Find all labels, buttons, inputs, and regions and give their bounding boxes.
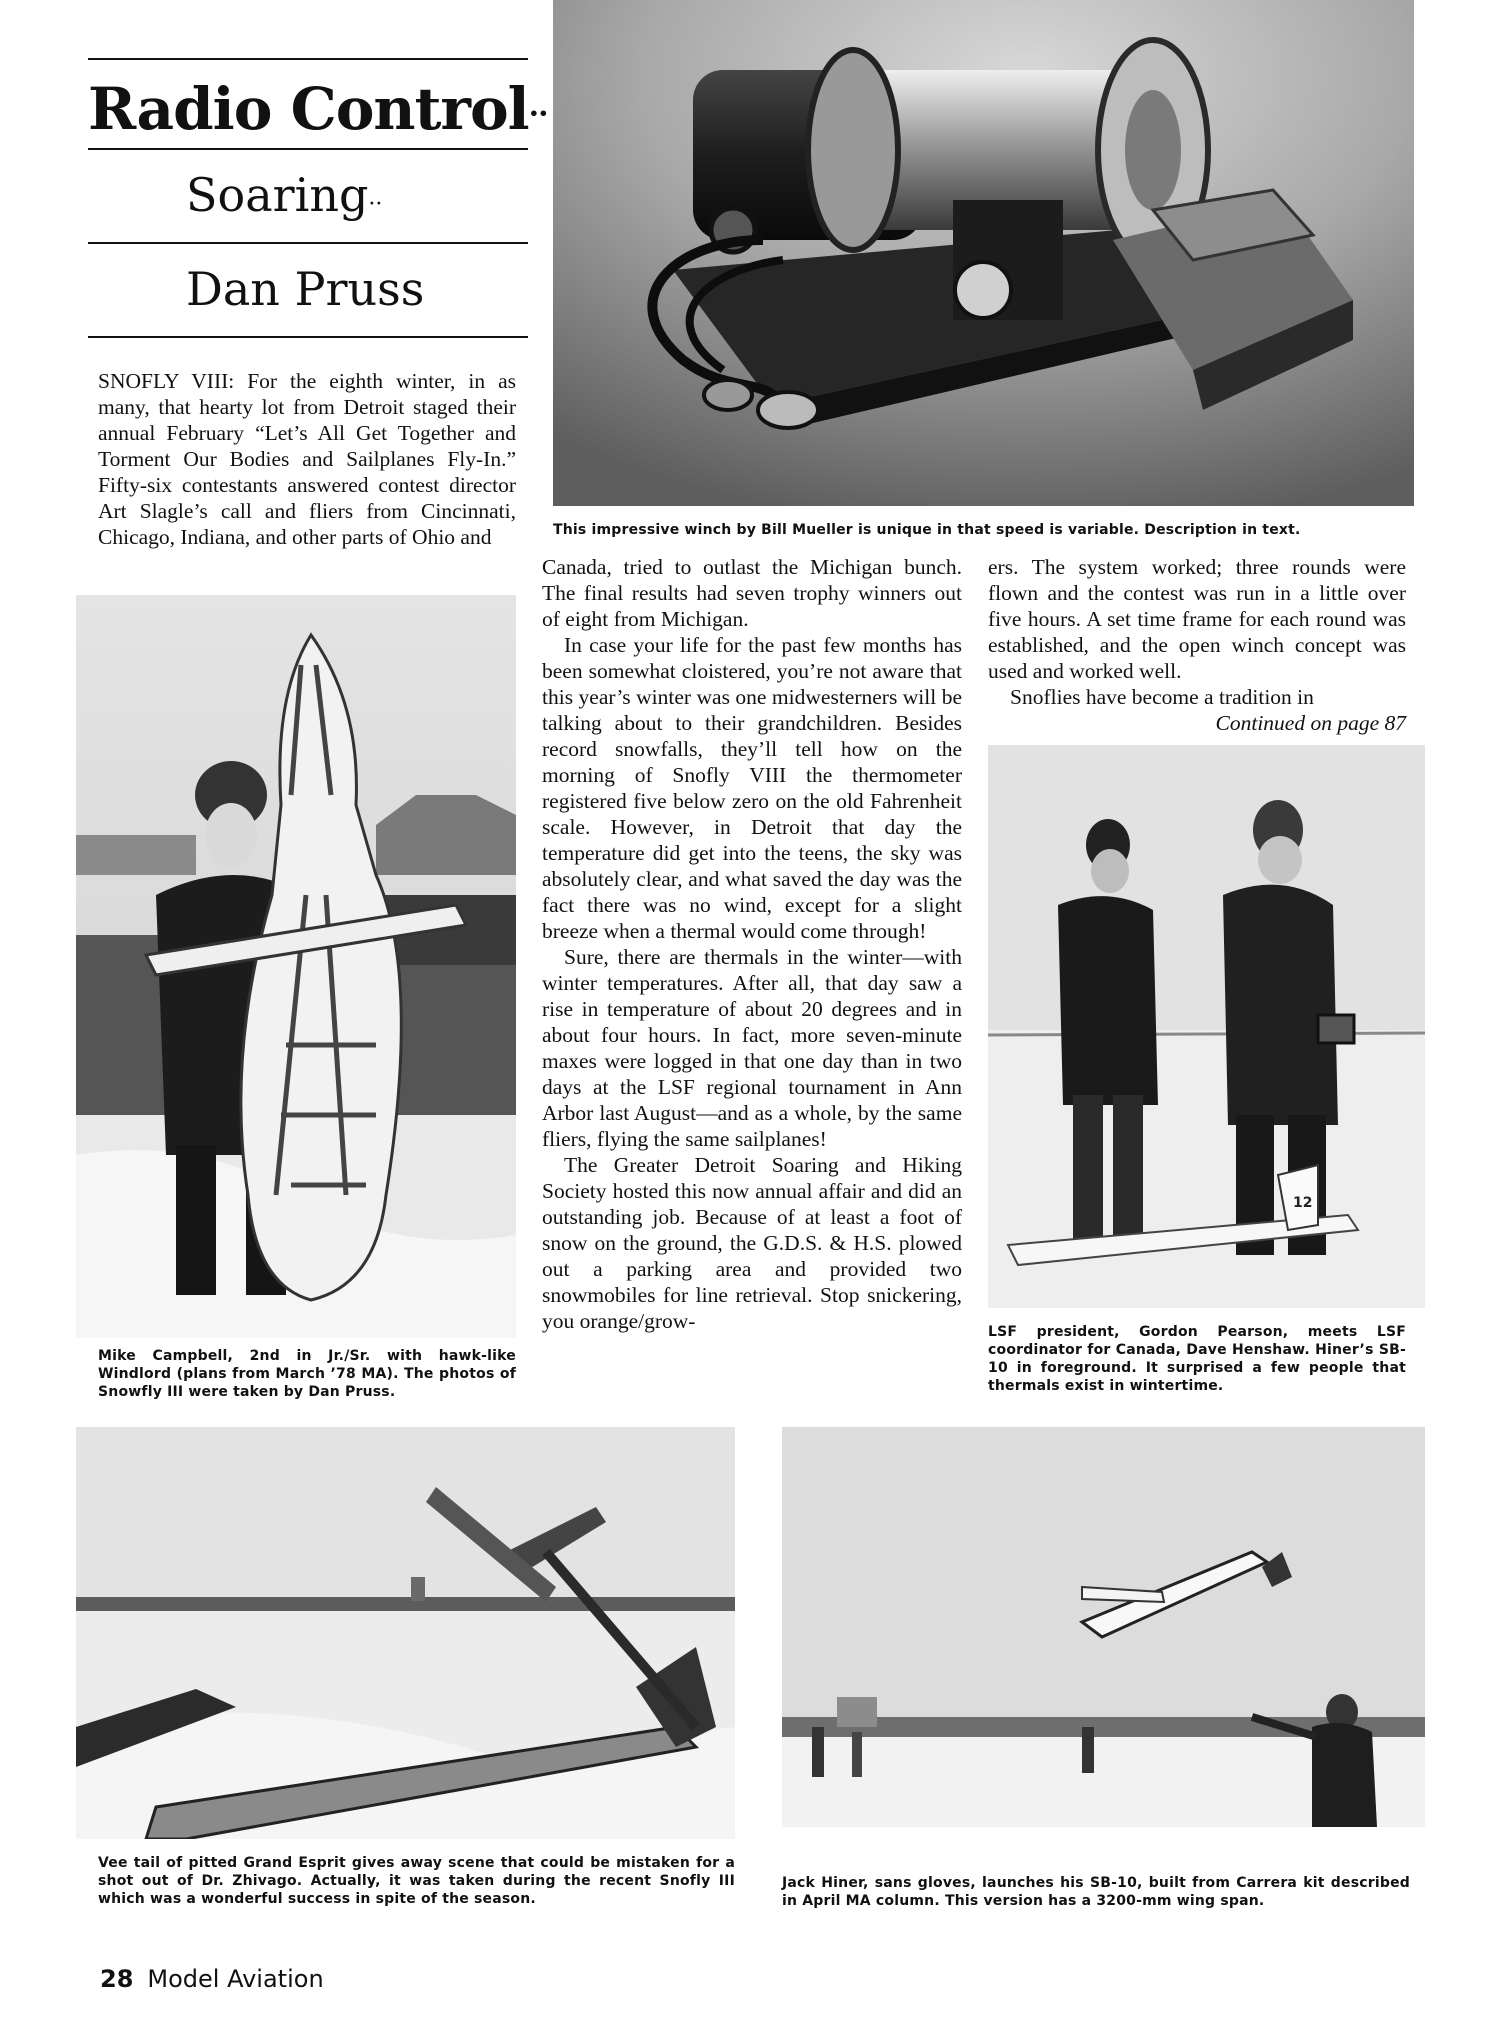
header-rule-2	[88, 148, 528, 150]
hawk-glider-image	[76, 595, 516, 1338]
column-3-paragraph-1: ers. The system worked; three rounds were flown and the contest was run in a little over five hours. A set time frame for each round was established, and the open winch concept was used and worked well.	[988, 555, 1406, 683]
launch-image	[782, 1427, 1425, 1827]
hawk-caption: Mike Campbell, 2nd in Jr./Sr. with hawk-like Windlord (plans from March ’78 MA). The photos of Snowfly III were taken by Dan Pruss.	[98, 1348, 516, 1400]
continued-on-line: Continued on page 87	[1215, 711, 1406, 735]
subtitle-text: Soaring	[186, 168, 369, 222]
winch-caption: This impressive winch by Bill Mueller is unique in that speed is variable. Description in text.	[553, 522, 1301, 538]
sailplane-number: 12	[1293, 1195, 1313, 1211]
section-title	[88, 75, 548, 143]
winch-photo-image	[553, 0, 1414, 506]
hawk-glider-photo	[76, 595, 516, 1338]
subtitle-dots: ··	[368, 192, 383, 217]
section-subtitle	[186, 168, 382, 222]
column-3-paragraph-2: Snoflies have become a tradition in	[1010, 685, 1314, 709]
lsf-people-photo	[988, 745, 1425, 1308]
column-2-paragraph-3: Sure, there are thermals in the winter—with winter temperatures. After all, that day saw a rise in temperature of about 20 degrees and in about four hours. In fact, more seven-minute maxes were logged in that one day than in two days at the LSF regional tournament in Ann Arbor last August—and as a whole, by the same fliers, flying the same sailplanes!	[542, 945, 962, 1151]
winch-photo	[553, 0, 1414, 506]
page-folio	[100, 1965, 324, 1993]
column-2-text	[542, 554, 962, 1334]
section-title-text: Radio Control	[88, 75, 529, 143]
lsf-people-image	[988, 745, 1425, 1308]
launch-caption: Jack Hiner, sans gloves, launches his SB-10, built from Carrera kit described in April MA column. This version has a 3200-mm wing span.	[782, 1875, 1410, 1909]
vee-tail-photo	[76, 1427, 735, 1839]
title-dots: ··	[528, 96, 548, 132]
column-1-paragraph: SNOFLY VIII: For the eighth winter, in as many, that hearty lot from Detroit staged their annual February “Let’s All Get Together and Torment Our Bodies and Sailplanes Fly-In.” Fifty-six contestants answered contest director Art Slagle’s call and fliers from Cincinnati, Chicago, Indiana, and other parts of Ohio and	[98, 369, 516, 549]
header-rule-bottom	[88, 336, 528, 338]
magazine-name: Model Aviation	[147, 1965, 324, 1993]
column-3-text	[988, 554, 1406, 736]
column-2-paragraph-1: Canada, tried to outlast the Michigan bunch. The final results had seven trophy winners out of eight from Michigan.	[542, 555, 962, 631]
author-byline: Dan Pruss	[186, 262, 425, 316]
column-2-paragraph-2: In case your life for the past few months has been somewhat cloistered, you’re not aware that this year’s winter was one midwesterners will be talking about to their grandchildren. Besides record snowfalls, they’ll tell how on the morning of Snofly VIII the thermometer registered five below zero on the old Fahrenheit scale. However, in Detroit that day the temperature did get into the teens, the sky was absolutely clear, and what saved the day was the fact there was no wind, except for a slight breeze when a thermal would come through!	[542, 633, 962, 943]
column-2-paragraph-4: The Greater Detroit Soaring and Hiking Society hosted this now annual affair and did an outstanding job. Because of at least a foot of snow on the ground, the G.D.S. & H.S. plowed out a parking area and provided two snowmobiles for line retrieval. Stop snickering, you orange/grow-	[542, 1153, 962, 1333]
lsf-caption: LSF president, Gordon Pearson, meets LSF coordinator for Canada, Dave Henshaw. Hiner’s SB-10 in foreground. It surprised a few people that thermals exist in wintertime.	[988, 1324, 1406, 1394]
launch-photo	[782, 1427, 1425, 1827]
header-rule-top	[88, 58, 528, 60]
header-rule-3	[88, 242, 528, 244]
page-number: 28	[100, 1965, 134, 1993]
vee-tail-caption: Vee tail of pitted Grand Esprit gives away scene that could be mistaken for a shot out of Dr. Zhivago. Actually, it was taken during the recent Snofly III which was a wonderful success in spite of the season.	[98, 1855, 735, 1907]
column-1-text	[98, 368, 516, 550]
vee-tail-image	[76, 1427, 735, 1839]
